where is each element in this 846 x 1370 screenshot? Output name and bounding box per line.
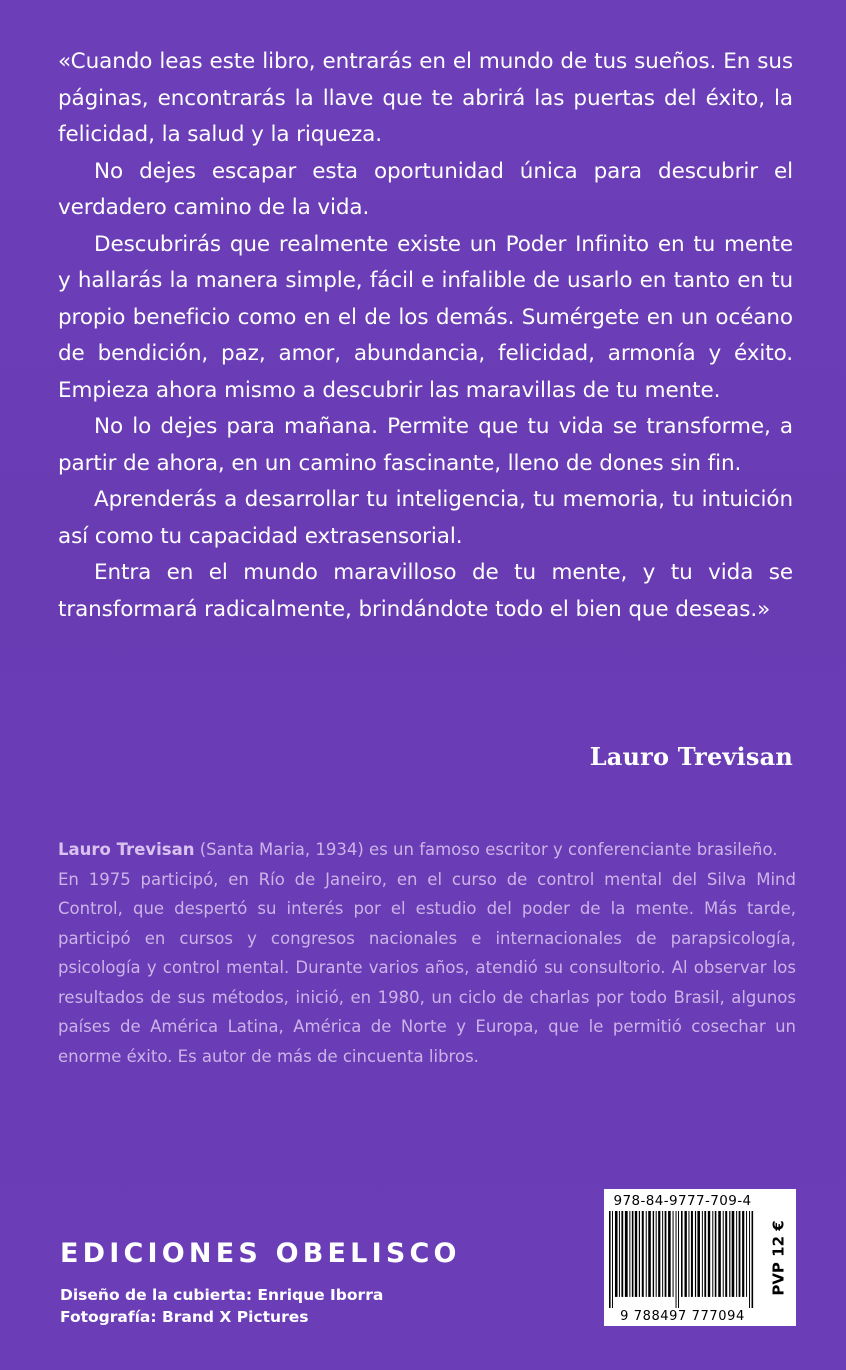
- author-bio: [58, 835, 796, 1071]
- bio-author-name: Lauro Trevisan: [58, 840, 195, 859]
- blurb-paragraph-4: No lo dejes para mañana. Permite que tu vida se transforme, a partir de ahora, en un camino fascinante, lleno de dones sin fin.: [58, 414, 793, 476]
- isbn-text: 978-84-9777-709-4: [613, 1193, 752, 1209]
- barcode-bars: [608, 1211, 757, 1308]
- bio-body: En 1975 participó, en Río de Janeiro, en el curso de control mental del Silva Mind Control, que despertó su interés por el estudio del poder de la mente. Más tarde, participó en cursos y congresos nacionales e internacionales de parapsicología, psicología y control mental. Durante varios años, atendió su consultorio. Al observar los resultados de sus métodos, inició, en 1980, un ciclo de charlas por todo Brasil, algunos países de América Latina, América de Norte y Europa, que le permitió cosechar un enorme éxito. Es autor de más de cincuenta libros.: [58, 869, 796, 1066]
- barcode-main: [604, 1189, 761, 1326]
- blurb-text: [58, 44, 793, 628]
- ean-digits: 9 788497 777094: [620, 1309, 745, 1324]
- author-signature: Lauro Trevisan: [589, 742, 793, 771]
- publisher-name: EDICIONES OBELISCO: [60, 1238, 461, 1269]
- cover-design-credit: Diseño de la cubierta: Enrique Iborra: [60, 1286, 384, 1304]
- photography-credit: Fotografía: Brand X Pictures: [60, 1308, 309, 1326]
- cover-credits: [60, 1284, 383, 1328]
- blurb-paragraph-5: Aprenderás a desarrollar tu inteligencia, tu memoria, tu intuición así como tu capacidad extrasensorial.: [58, 487, 793, 549]
- bio-first-line-rest: (Santa Maria, 1934) es un famoso escritor y conferenciante brasileño.: [194, 840, 778, 859]
- price-text: PVP 12 €: [770, 1219, 789, 1296]
- blurb-paragraph-6: Entra en el mundo maravilloso de tu mente, y tu vida se transformará radicalmente, brindándote todo el bien que deseas.»: [58, 560, 793, 622]
- price-strip: [761, 1189, 796, 1326]
- blurb-paragraph-3: Descubrirás que realmente existe un Poder Infinito en tu mente y hallarás la manera simple, fácil e infalible de usarlo en tanto en tu propio beneficio como en el de los demás. Sumérgete en un océano de bendición, paz, amor, abundancia, felicidad, armonía y éxito. Empieza ahora mismo a descubrir las maravillas de tu mente.: [58, 231, 793, 403]
- bio-first-line: [58, 835, 796, 865]
- blurb-paragraph-1: «Cuando leas este libro, entrarás en el mundo de tus sueños. En sus páginas, encontrarás la llave que te abrirá las puertas del éxito, la felicidad, la salud y la riqueza.: [58, 49, 793, 147]
- blurb-paragraph-2: No dejes escapar esta oportunidad única para descubrir el verdadero camino de la vida.: [58, 158, 793, 220]
- barcode-block: [604, 1189, 796, 1326]
